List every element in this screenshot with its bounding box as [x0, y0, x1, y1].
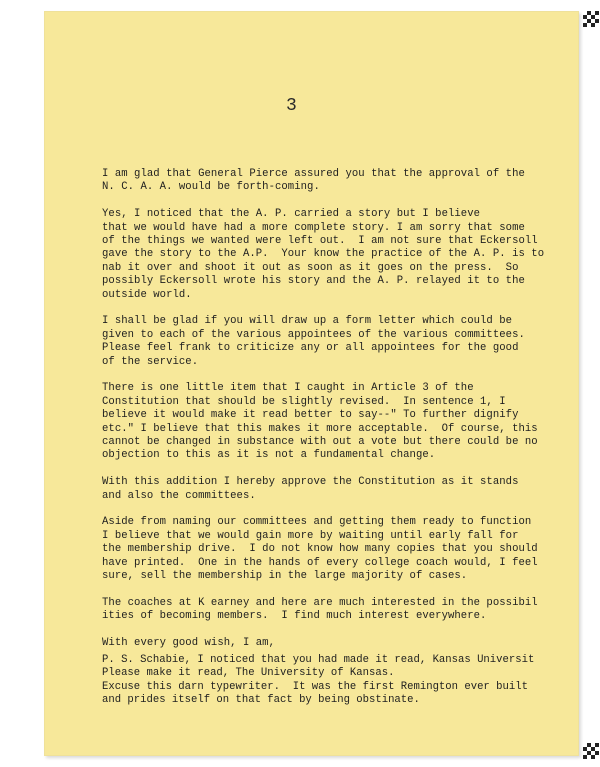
paragraph	[102, 476, 592, 503]
text-line: that we would have had a more complete story. I am sorry that some	[102, 221, 525, 234]
text-line: cannot be changed in substance with out a vote but there could be no	[102, 436, 538, 449]
page-number: 3	[286, 96, 297, 116]
text-line: of the things we wanted were left out. I am not sure that Eckersoll	[102, 235, 538, 248]
postscript-line: P. S. Schabie, I noticed that you had made it read, Kansas Universit	[102, 654, 535, 666]
text-line: With every good wish, I am,	[102, 637, 275, 650]
text-line: There is one little item that I caught in Article 3 of the	[102, 382, 474, 395]
text-line: objection to this as it is not a fundamental change.	[102, 449, 436, 462]
paragraph	[102, 315, 592, 369]
letter-body	[102, 168, 592, 664]
text-line: Constitution that should be slightly revised. In sentence 1, I	[102, 395, 506, 408]
postscript-line: Excuse this darn typewriter. It was the first Remington ever built	[102, 680, 528, 693]
postscript-line: Please make it read, The University of Kansas.	[102, 667, 395, 680]
text-line: of the service.	[102, 355, 199, 368]
text-line: nab it over and shoot it out as soon as it goes on the press. So	[102, 261, 519, 274]
text-line: have printed. One in the hands of every college coach would, I feel	[102, 556, 538, 569]
text-line: Aside from naming our committees and getting them ready to function	[102, 516, 532, 529]
text-line: Yes, I noticed that the A. P. carried a story but I believe	[102, 208, 481, 221]
text-line: sure, sell the membership in the large majority of cases.	[102, 570, 468, 583]
paragraph	[102, 637, 592, 650]
text-line: Please feel frank to criticize any or all appointees for the good	[102, 342, 519, 355]
text-line: With this addition I hereby approve the Constitution as it stands	[102, 476, 519, 489]
text-line: given to each of the various appointees of the various committees.	[102, 328, 525, 341]
text-line: ities of becoming members. I find much interest everywhere.	[102, 610, 487, 623]
paragraph	[102, 516, 592, 583]
postscript-line: and prides itself on that fact by being obstinate.	[102, 694, 420, 707]
text-line: possibly Eckersoll wrote his story and the A. P. relayed it to the	[102, 275, 525, 288]
text-line: etc." I believe that this makes it more acceptable. Of course, this	[102, 422, 538, 435]
paragraph	[102, 208, 592, 302]
paragraph	[102, 168, 592, 195]
text-line: The coaches at K earney and here are much interested in the possibil	[102, 596, 538, 609]
text-line: and also the committees.	[102, 489, 256, 502]
text-line: outside world.	[102, 288, 192, 301]
paragraph	[102, 597, 592, 624]
text-line: I am glad that General Pierce assured you that the approval of the	[102, 168, 525, 180]
scan-calibration-mark-bottom	[583, 743, 599, 759]
scan-calibration-mark-top	[583, 11, 599, 27]
text-line: I shall be glad if you will draw up a form letter which could be	[102, 315, 513, 328]
postscript	[102, 654, 592, 708]
text-line: believe it would make it read better to say--" To further dignify	[102, 409, 519, 422]
text-line: the membership drive. I do not know how many copies that you should	[102, 543, 538, 556]
text-line: N. C. A. A. would be forth-coming.	[102, 181, 320, 194]
text-line: gave the story to the A.P. Your know the practice of the A. P. is to	[102, 248, 545, 261]
paragraph	[102, 382, 592, 462]
text-line: I believe that we would gain more by waiting until early fall for	[102, 529, 519, 542]
